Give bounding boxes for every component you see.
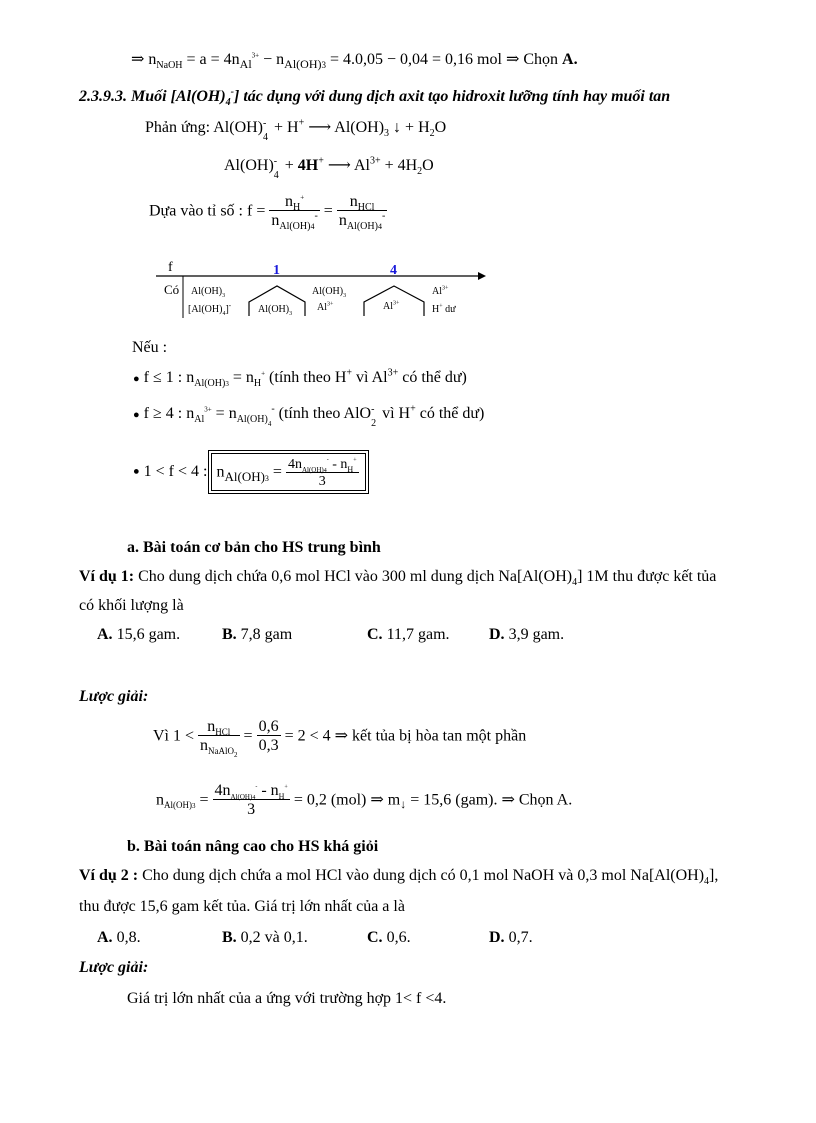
example-2-line1: Ví dụ 2 : Cho dung dịch chứa a mol HCl vào dung dịch có 0,1 mol NaOH và 0,3 mol $Na[Al(OH)_4]$,	[79, 867, 719, 888]
example-2-option-a[interactable]: A. 0,8.	[97, 929, 141, 946]
solution-1-label: Lược giải:	[79, 688, 149, 705]
tick-4: 4	[390, 263, 397, 278]
case-f-le-1: ● f ≤ 1 : $n_{Al(OH)3} = n_H^+$ (tính theo H+ vì $Al^{3+}$ có thể dư)	[133, 367, 467, 390]
result-line: ⇒ $n_{NaOH} = a = 4n_{Al}^{3+} - n_{Al(OH)3} = 4.0,05 - 0,04 = 0,16$ mol ⇒ Chọn A.	[131, 51, 578, 72]
f-axis-diagram	[150, 258, 490, 328]
seg3-top: $Al^{3+}$	[432, 285, 449, 297]
subheading-advanced: b. Bài toán nâng cao cho HS khá giỏi	[127, 838, 379, 855]
ratio-formula: Dựa vào tỉ số : f = $\frac{n_H^+}{n_{Al(OH)4}^-}$ = $\frac{n_{HCl}}{n_{Al(OH)4}^-}$	[149, 193, 386, 233]
vertex2-label: $Al^{3+}$	[383, 300, 400, 312]
axis-label-f: f	[168, 260, 173, 275]
example-1-option-d[interactable]: D. 3,9 gam.	[489, 626, 565, 643]
reaction-2: Al(OH) - 4 + 4H+ ⟶ $Al^{3+} + 4H_2O$	[224, 155, 434, 181]
case-f-between: ● 1 < f < 4 : $n_{Al(OH)3}$ = $\frac{4n_{Al(OH)4}^- - n_H^+}{3}$	[133, 453, 366, 491]
seg1-top: $Al(OH)_3$	[191, 286, 226, 299]
solution-1-ratio: Vì 1 < $\frac{n_{HCl}}{n_{NaAlO_2}}$ = $\frac{0,6}{0,3}$ = 2 < 4 ⇒ kết tủa bị hòa tan một phần	[153, 718, 527, 760]
ratio-fraction-1: $\frac{n_H^+}{n_{Al(OH)4}^-}$	[271, 193, 318, 233]
ratio-fraction-2: $\frac{n_{HCl}}{n_{Al(OH)4}^-}$	[338, 193, 386, 233]
seg1-bot: $[Al(OH)_4]^-$	[188, 301, 232, 317]
example-1-option-a[interactable]: A. 15,6 gam.	[97, 626, 181, 643]
example-1-line2: có khối lượng là	[79, 597, 184, 614]
example-2-option-d[interactable]: D. 0,7.	[489, 929, 533, 946]
example-1-option-b[interactable]: B. 7,8 gam	[222, 626, 293, 643]
if-label: Nếu :	[132, 339, 168, 356]
case-f-ge-4: ● f ≥ 4 : $n_{Al}^{3+} = n_{Al(OH)_4}^-$ (tính theo AlO - 2 vì H+ có thể dư)	[133, 403, 485, 429]
section-heading: 2.3.9.3. Muối $[Al(OH)_4^-]$ tác dụng với dung dịch axit tạo hidroxit lưỡng tính hay muối tan	[79, 86, 671, 109]
tick-1: 1	[273, 263, 280, 278]
solution-2-label: Lược giải:	[79, 959, 149, 976]
solution-1-result: $n_{Al(OH)3}$ = $\frac{4n_{Al(OH)4}^- - n_H^+}{3}$ = 0,2 (mol) ⇒ m↓ = 15,6 (gam). ⇒ Chọn A.	[156, 782, 573, 818]
row-label-co: Có	[164, 282, 180, 297]
example-2-option-c[interactable]: C. 0,6.	[367, 929, 411, 946]
solution-2-text: Giá trị lớn nhất của a ứng với trường hợp 1< f <4.	[127, 990, 447, 1007]
example-2-option-b[interactable]: B. 0,2 và 0,1.	[222, 929, 308, 946]
seg2-top: $Al(OH)_3$	[312, 286, 347, 299]
example-1-option-c[interactable]: C. 11,7 gam.	[367, 626, 450, 643]
boxed-formula: $n_{Al(OH)3}$ = $\frac{4n_{Al(OH)4}^- - n_H^+}{3}$	[211, 453, 365, 491]
reaction-1: Phản ứng: Al(OH) - 4 + H+ ⟶ $Al(OH)_3$ ↓ + $H_2O$	[145, 117, 447, 143]
example-2-line2: thu được 15,6 gam kết tủa. Giá trị lớn nhất của a là	[79, 898, 405, 915]
vertex1-label: $Al(OH)_3$	[258, 304, 293, 317]
subheading-basic: a. Bài toán cơ bản cho HS trung bình	[127, 539, 381, 556]
seg3-bot: H+ dư	[432, 303, 456, 315]
example-1-line1: Ví dụ 1: Cho dung dịch chứa 0,6 mol HCl vào 300 ml dung dịch $Na[Al(OH)_4]$ 1M thu được kết tủa	[79, 568, 717, 589]
seg2-bot: $Al^{3+}$	[317, 301, 334, 313]
